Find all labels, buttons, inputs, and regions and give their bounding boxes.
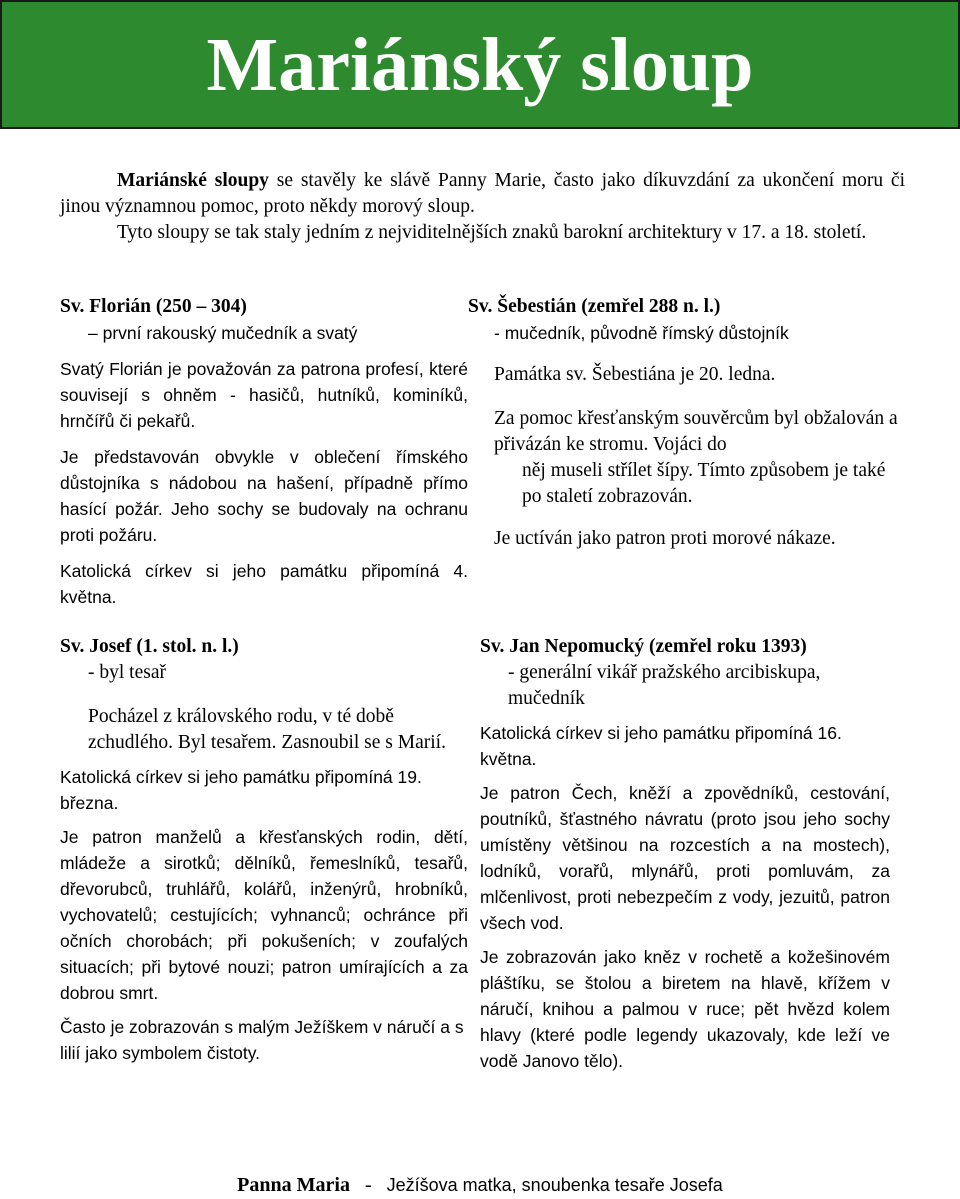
- intro-paragraph-1-text: se stavěly ke slávě Panny Marie, často jako díkuvzdání za ukončení moru či jinou významnou pomoc, proto někdy morový sloup.: [60, 170, 905, 217]
- intro-paragraph-1: [60, 168, 905, 220]
- title-banner: [0, 0, 960, 129]
- footer-dash: -: [364, 1174, 372, 1196]
- nepomucky-paragraph-1: Katolická církev si jeho památku připomíná 16. května.: [480, 723, 842, 769]
- josef-paragraph-3: Je patron manželů a křesťanských rodin, dětí, mládeže a sirotků; dělníků, řemeslníků, tesařů, dřevorubců, truhlářů, kolářů, inženýrů, hrobníků, vychovatelů; cestujících; vyhnanců; ochránce při očních chorobách; při pokušeních; v zoufalých situacích; při bytové nouzi; patron umírajících a za dobrou smrt.: [60, 827, 468, 1003]
- josef-paragraph-4: Často je zobrazován s malým Ježíškem v náručí a s lilií jako symbolem čistoty.: [60, 1017, 464, 1063]
- florian-subtitle: – první rakouský mučedník a svatý: [88, 323, 358, 343]
- josef-paragraph-2: Katolická církev si jeho památku připomíná 19. března.: [60, 767, 422, 813]
- florian-heading: Sv. Florián (250 – 304): [60, 296, 247, 317]
- florian-paragraph-3: Katolická církev si jeho památku připomíná 4. května.: [60, 561, 468, 607]
- florian-section: [60, 294, 468, 610]
- sebastian-paragraph-3: Je uctíván jako patron proti morové nákaze.: [494, 528, 836, 549]
- footer-description: Ježíšova matka, snoubenka tesaře Josefa: [386, 1175, 723, 1195]
- page-title: Mariánský sloup: [206, 22, 754, 107]
- sebastian-heading: Sv. Šebestián (zemřel 288 n. l.): [468, 296, 721, 317]
- nepomucky-section: [480, 634, 890, 1074]
- intro-bold-lead: Mariánské sloupy: [117, 170, 269, 191]
- footer-name: Panna Maria: [237, 1174, 350, 1196]
- nepomucky-paragraph-3: Je zobrazován jako kněz v rochetě a kožešinovém pláštíku, se štolou a biretem na hlavě, křížem v náručí, knihou a palmou v ruce; pět hvězd kolem hlavy (které podle legendy ukazovaly, kde leží ve vodě Janovo tělo).: [480, 947, 890, 1071]
- footer-line: [0, 1172, 960, 1198]
- josef-heading: Sv. Josef (1. stol. n. l.): [60, 636, 239, 657]
- sebastian-paragraph-2b: něj museli střílet šípy. Tímto způsobem je také po staletí zobrazován.: [522, 460, 886, 507]
- sebastian-section: [468, 294, 898, 552]
- florian-paragraph-1: Svatý Florián je považován za patrona profesí, které souvisejí s ohněm - hasičů, hutníků, kominíků, hrnčířů či pekařů.: [60, 359, 468, 431]
- sebastian-paragraph-1: Památka sv. Šebestiána je 20. ledna.: [494, 364, 776, 385]
- nepomucky-subtitle: - generální vikář pražského arcibiskupa, mučedník: [508, 662, 821, 709]
- josef-subtitle: - byl tesař: [88, 662, 166, 683]
- intro-section: [60, 168, 905, 246]
- intro-paragraph-2: Tyto sloupy se tak staly jedním z nejviditelnějších znaků barokní architektury v 17. a 18. století.: [117, 222, 867, 243]
- josef-paragraph-1: Pocházel z královského rodu, v té době zchudlého. Byl tesařem. Zasnoubil se s Marií.: [88, 706, 446, 753]
- florian-paragraph-2: Je představován obvykle v oblečení římského důstojníka s nádobou na hašení, případně přímo hasící požár. Jeho sochy se budovaly na ochranu proti požáru.: [60, 447, 468, 545]
- nepomucky-heading: Sv. Jan Nepomucký (zemřel roku 1393): [480, 636, 807, 657]
- josef-section: [60, 634, 468, 1066]
- sebastian-paragraph-2a: Za pomoc křesťanským souvěrcům byl obžalován a přivázán ke stromu. Vojáci do: [494, 408, 898, 455]
- nepomucky-paragraph-2: Je patron Čech, kněží a zpovědníků, cestování, poutníků, šťastného návratu (proto jsou jeho sochy umístěny většinou na rozcestích a na mostech), lodníků, vorařů, mlynářů, proti pomluvám, za mlčenlivost, proti nebezpečím z vody, jezuitů, patron všech vod.: [480, 783, 890, 933]
- sebastian-subtitle: - mučedník, původně římský důstojník: [494, 323, 789, 343]
